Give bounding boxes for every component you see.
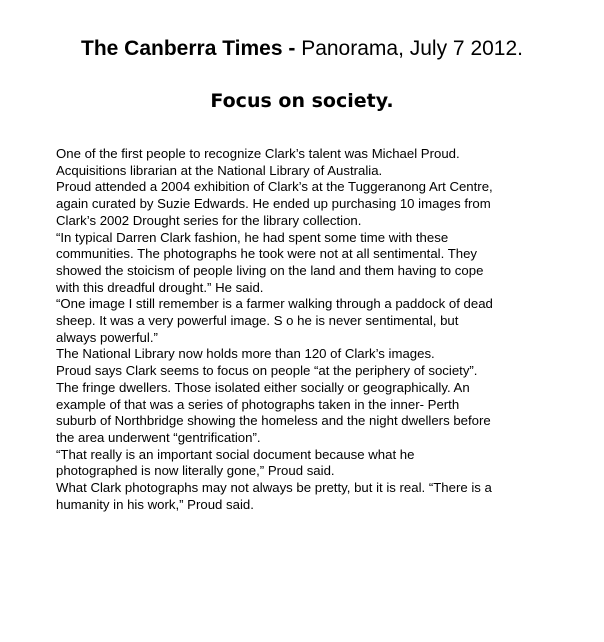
body-line: Acquisitions librarian at the National Library of Australia. xyxy=(56,162,383,178)
body-line: with this dreadful drought.” He said. xyxy=(56,279,264,295)
body-line: again curated by Suzie Edwards. He ended up purchasing 10 images from xyxy=(56,196,491,212)
body-line: One of the first people to recognize Clark’s talent was Michael Proud. xyxy=(56,146,460,161)
body-line: The National Library now holds more than 120 of Clark’s images. xyxy=(56,346,435,362)
body-line: example of that was a series of photographs taken in the inner- Perth xyxy=(56,396,460,412)
body-line: What Clark photographs may not always be pretty, but it is real. “There is a xyxy=(56,480,492,496)
article-headline: Focus on society. xyxy=(210,90,394,112)
body-line: Proud attended a 2004 exhibition of Clark’s at the Tuggeranong Art Centre, xyxy=(56,179,493,195)
body-line: The fringe dwellers. Those isolated either socially or geographically. An xyxy=(56,379,470,395)
body-line: showed the stoicism of people living on the land and them having to cope xyxy=(56,262,484,278)
article-body xyxy=(56,146,596,513)
section-and-date: Panorama, July 7 2012. xyxy=(295,37,523,60)
body-line: “In typical Darren Clark fashion, he had spent some time with these xyxy=(56,229,449,245)
body-line: humanity in his work,” Proud said. xyxy=(56,496,254,512)
body-line: Proud says Clark seems to focus on people “at the periphery of society”. xyxy=(56,363,478,379)
body-line: sheep. It was a very powerful image. S o he is never sentimental, but xyxy=(56,313,459,329)
body-line: communities. The photographs he took were not at all sentimental. They xyxy=(56,246,478,262)
body-line: always powerful.” xyxy=(56,329,158,345)
masthead xyxy=(0,36,604,62)
body-line: “One image I still remember is a farmer walking through a paddock of dead xyxy=(56,296,493,312)
newspaper-name: The Canberra Times - xyxy=(81,37,296,60)
body-line: Clark’s 2002 Drought series for the library collection. xyxy=(56,212,362,228)
body-line: “That really is an important social document because what he xyxy=(56,446,415,462)
body-line: suburb of Northbridge showing the homeless and the night dwellers before xyxy=(56,413,491,429)
body-line: the area underwent “gentrification”. xyxy=(56,429,261,445)
body-line: photographed is now literally gone,” Proud said. xyxy=(56,463,335,479)
